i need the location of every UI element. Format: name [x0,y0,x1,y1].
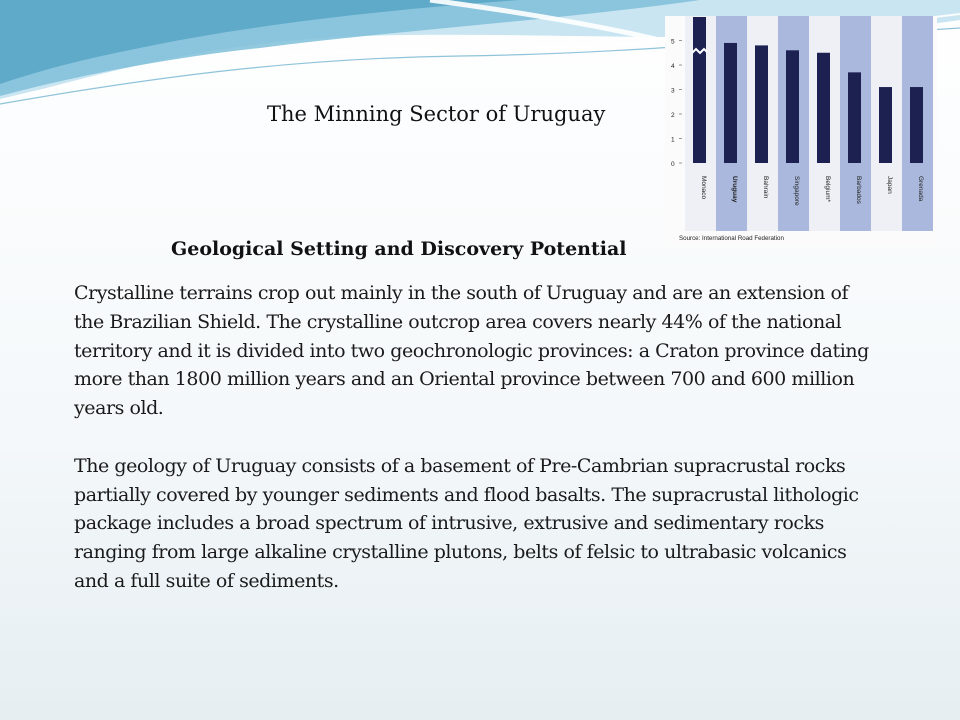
bar [910,87,923,163]
bar [755,45,768,163]
y-tick-label: 4 [671,63,675,70]
y-tick-label: 2 [671,112,675,119]
slide-title: The Minning Sector of Uruguay [267,102,606,126]
category-label: Singapore [793,176,800,206]
category-label: Monaco [700,176,707,200]
y-tick-label: 3 [671,87,675,95]
bar [879,87,892,163]
bar [786,50,799,163]
bar-chart [665,16,937,246]
bar [817,53,830,163]
category-label: Uruguay [731,176,738,203]
y-tick-label: 0 [671,161,675,168]
category-label: Belgium* [824,176,831,203]
paragraph-crystalline-terrains: Crystalline terrains crop out mainly in the south of Uruguay and are an extension of the Brazilian Shield. The crystalline outcrop area covers nearly 44% of the national territory and it is divided into two geochronologic provinces: a Craton province dating more than 1800 million years and an Oriental province between 700 and 600 million years old. [74,282,869,420]
category-label: Grenada [917,176,924,202]
chart-source-note: Source: International Road Federation [679,235,784,242]
y-tick-label: 5 [671,38,675,46]
y-tick-label: 1 [671,136,675,144]
category-label: Bahrain [762,176,769,199]
bar [693,17,706,163]
bar [724,43,737,163]
category-label: Barbados [855,176,862,204]
category-label: Japan [886,176,893,194]
paragraph-basement-geology: The geology of Uruguay consists of a basement of Pre-Cambrian supracrustal rocks partially covered by younger sediments and flood basalts. The supracrustal lithologic package includes a broad spectrum of intrusive, extrusive and sedimentary rocks ranging from large alkaline crystalline plutons, belts of felsic to ultrabasic volcanics and a full suite of sediments. [74,454,859,592]
bar-chart-image [665,16,937,246]
body-text [74,279,874,596]
section-heading: Geological Setting and Discovery Potential [171,238,627,260]
bar [848,72,861,163]
